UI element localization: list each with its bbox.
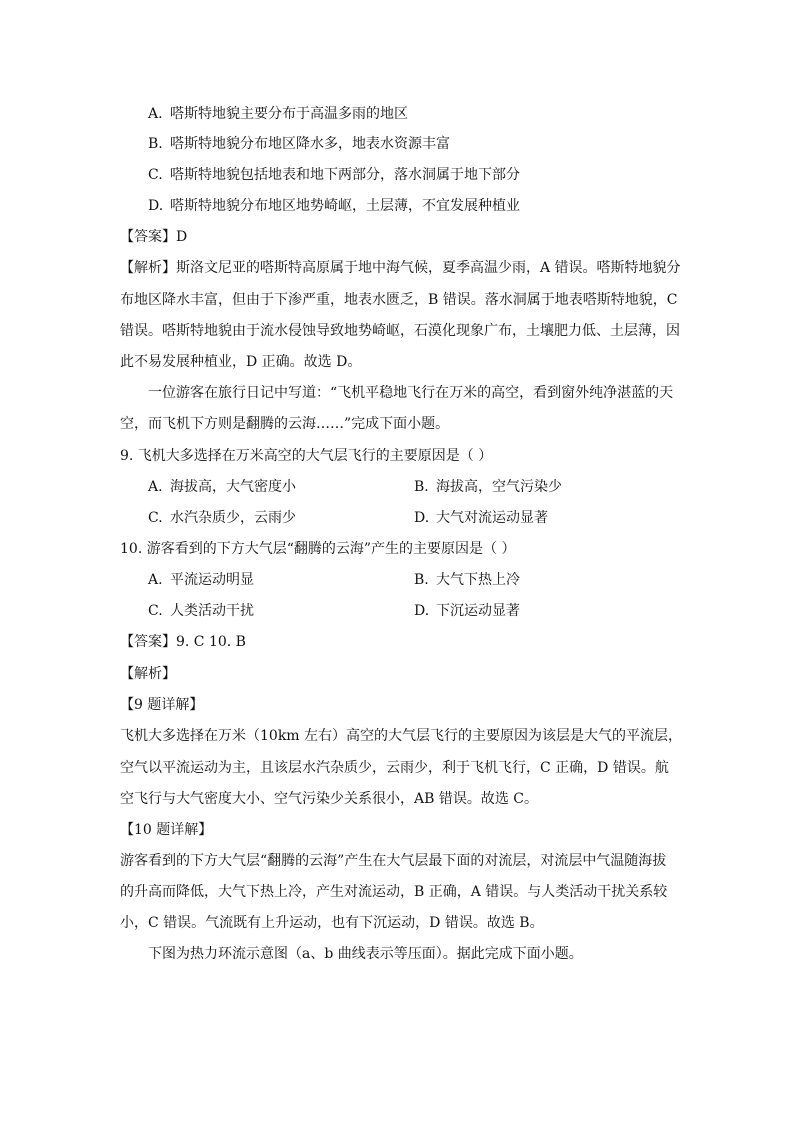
q9-option-d bbox=[414, 508, 548, 528]
detail-10-line: 小，C 错误。气流既有上升运动，也有下沉运动，D 错误。故选 B。 bbox=[120, 915, 544, 931]
option-text: 海拔高，空气污染少 bbox=[436, 479, 562, 495]
analysis-heading: 【解析】 bbox=[120, 666, 176, 682]
detail-9-line: 空飞行与大气密度大小、空气污染少关系很小，AB 错误。故选 C。 bbox=[120, 791, 539, 807]
option-text: 水汽杂质少，云雨少 bbox=[170, 510, 296, 526]
detail-9-heading: 【9 题详解】 bbox=[120, 697, 204, 713]
q10-option-a bbox=[148, 570, 254, 590]
option-letter: C. bbox=[148, 603, 163, 619]
option-letter: C. bbox=[148, 167, 163, 183]
q10-option-d bbox=[414, 601, 520, 621]
detail-9-line: 空气以平流运动为主，且该层水汽杂质少，云雨少，利于飞机飞行，C 正确，D 错误。航 bbox=[120, 760, 669, 776]
q8-option-a bbox=[148, 104, 408, 124]
intro-paragraph-line: 空，而飞机下方则是翻腾的云海……”完成下面小题。 bbox=[120, 416, 450, 432]
option-text: 嗒斯特地貌分布地区降水多，地表水资源丰富 bbox=[170, 136, 450, 152]
option-letter: D. bbox=[414, 603, 430, 619]
option-text: 海拔高，大气密度小 bbox=[170, 479, 296, 495]
answer-line: 【答案】9. C 10. B bbox=[120, 634, 246, 650]
option-text: 嗒斯特地貌包括地表和地下两部分，落水洞属于地下部分 bbox=[170, 167, 520, 183]
analysis-line: 【解析】斯洛文尼亚的嗒斯特高原属于地中海气候，夏季高温少雨，A 错误。嗒斯特地貌分 bbox=[120, 260, 681, 276]
q10-option-b bbox=[414, 570, 520, 590]
q10-option-c bbox=[148, 601, 254, 621]
option-text: 大气对流运动显著 bbox=[436, 510, 548, 526]
option-letter: A. bbox=[148, 572, 163, 588]
q9-option-b bbox=[414, 477, 562, 497]
option-letter: D. bbox=[148, 198, 164, 214]
option-letter: A. bbox=[148, 479, 163, 495]
q8-option-c bbox=[148, 165, 520, 185]
option-letter: B. bbox=[414, 572, 429, 588]
q8-option-d bbox=[148, 196, 520, 216]
analysis-line: 此不易发展种植业，D 正确。故选 D。 bbox=[120, 354, 362, 370]
q8-option-b bbox=[148, 134, 450, 154]
option-text: 嗒斯特地貌分布地区地势崎岖，土层薄，不宜发展种植业 bbox=[170, 198, 520, 214]
detail-10-heading: 【10 题详解】 bbox=[120, 822, 213, 838]
option-text: 下沉运动显著 bbox=[436, 603, 520, 619]
detail-10-line: 游客看到的下方大气层“翻腾的云海”产生在大气层最下面的对流层，对流层中气温随海拔 bbox=[120, 853, 667, 869]
detail-9-line: 飞机大多选择在万米（10km 左右）高空的大气层飞行的主要原因为该层是大气的平流层， bbox=[120, 728, 683, 744]
detail-10-line: 的升高而降低，大气下热上冷，产生对流运动，B 正确，A 错误。与人类活动干扰关系较 bbox=[120, 884, 668, 900]
option-text: 嗒斯特地貌主要分布于高温多雨的地区 bbox=[170, 106, 408, 122]
answer-line: 【答案】D bbox=[120, 229, 188, 245]
option-letter: B. bbox=[414, 479, 429, 495]
intro-paragraph-line: 一位游客在旅行日记中写道：“飞机平稳地飞行在万米的高空，看到窗外纯净湛蓝的天 bbox=[148, 385, 674, 401]
option-letter: C. bbox=[148, 510, 163, 526]
question-9-stem: 9. 飞机大多选择在万米高空的大气层飞行的主要原因是（ ） bbox=[120, 448, 493, 464]
option-text: 平流运动明显 bbox=[170, 572, 254, 588]
option-letter: A. bbox=[148, 106, 163, 122]
option-letter: B. bbox=[148, 136, 163, 152]
analysis-line: 布地区降水丰富，但由于下渗严重，地表水匮乏，B 错误。落水洞属于地表嗒斯特地貌，C bbox=[120, 292, 678, 308]
intro-paragraph-line: 下图为热力环流示意图（a、b 曲线表示等压面）。据此完成下面小题。 bbox=[148, 946, 583, 962]
option-text: 人类活动干扰 bbox=[170, 603, 254, 619]
analysis-line: 错误。嗒斯特地貌由于流水侵蚀导致地势崎岖，石漠化现象广布，土壤肥力低、土层薄，因 bbox=[120, 323, 680, 339]
question-10-stem: 10. 游客看到的下方大气层“翻腾的云海”产生的主要原因是（ ） bbox=[120, 541, 516, 557]
q9-option-a bbox=[148, 477, 296, 497]
option-letter: D. bbox=[414, 510, 430, 526]
option-text: 大气下热上冷 bbox=[436, 572, 520, 588]
q9-option-c bbox=[148, 508, 296, 528]
